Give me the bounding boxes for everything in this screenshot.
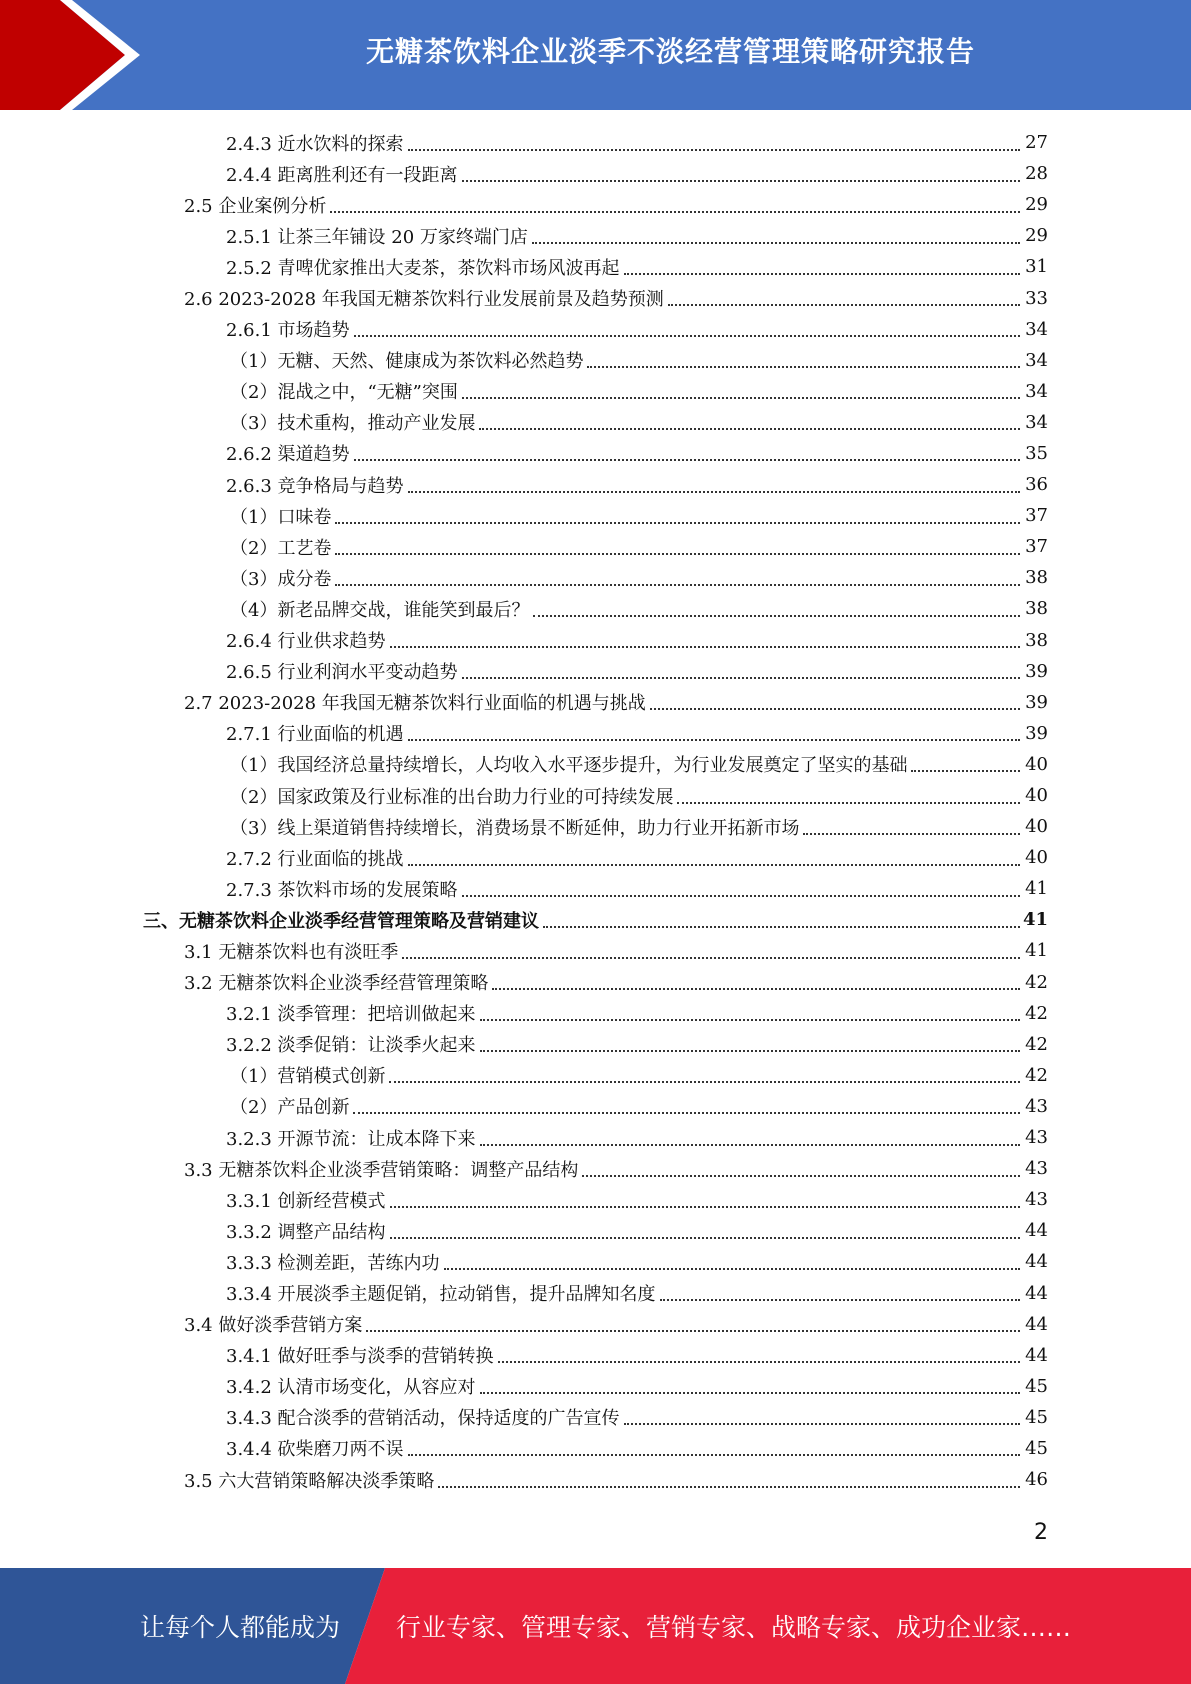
toc-entry-page: 42: [1025, 1033, 1048, 1055]
footer-slogan-right: 行业专家、管理专家、营销专家、战略专家、成功企业家……: [396, 1613, 1072, 1642]
toc-dot-leader: [335, 584, 1020, 586]
toc-entry-page: 43: [1025, 1095, 1048, 1117]
toc-entry[interactable]: [0, 189, 1191, 220]
toc-entry-label: （2）产品创新: [230, 1097, 350, 1119]
toc-dot-leader: [587, 366, 1020, 368]
page-footer: [0, 1568, 1191, 1684]
toc-entry-page: 45: [1025, 1375, 1048, 1397]
toc-dot-leader: [366, 1330, 1020, 1332]
toc-entry-label: 3.2.1 淡季管理：把培训做起来: [226, 1004, 476, 1026]
toc-entry[interactable]: [0, 1060, 1191, 1091]
toc-dot-leader: [408, 1454, 1020, 1456]
toc-entry[interactable]: [0, 1309, 1191, 1340]
toc-dot-leader: [480, 1144, 1020, 1146]
toc-dot-leader: [498, 1361, 1020, 1363]
toc-entry-label: 3.2.3 开源节流：让成本降下来: [226, 1128, 476, 1150]
toc-entry-label: 2.5.2 青啤优家推出大麦茶，茶饮料市场风波再起: [226, 257, 620, 279]
toc-entry-page: 43: [1025, 1158, 1048, 1180]
toc-dot-leader: [444, 1268, 1020, 1270]
toc-entry[interactable]: [0, 282, 1191, 313]
toc-dot-leader: [390, 1206, 1020, 1208]
toc-entry[interactable]: [0, 780, 1191, 811]
toc-entry-label: 2.5 企业案例分析: [184, 195, 327, 217]
toc-dot-leader: [480, 1050, 1020, 1052]
toc-entry[interactable]: [0, 998, 1191, 1029]
toc-entry-label: 3.1 无糖茶饮料也有淡旺季: [184, 941, 399, 963]
toc-entry-label: （1）无糖、天然、健康成为茶饮料必然趋势: [230, 351, 584, 373]
toc-entry-page: 44: [1025, 1313, 1048, 1335]
toc-entry-page: 44: [1025, 1344, 1048, 1366]
toc-entry-page: 43: [1025, 1189, 1048, 1211]
toc-entry-page: 46: [1025, 1469, 1048, 1491]
toc-dot-leader: [408, 491, 1020, 493]
toc-dot-leader: [354, 335, 1020, 337]
toc-entry[interactable]: [0, 1215, 1191, 1246]
toc-dot-leader: [533, 615, 1020, 617]
toc-entry[interactable]: [0, 438, 1191, 469]
toc-entry-label: （2）工艺卷: [230, 537, 332, 559]
toc-entry-label: 3.3.4 开展淡季主题促销，拉动销售，提升品牌知名度: [226, 1284, 656, 1306]
toc-entry-page: 38: [1025, 567, 1048, 589]
toc-entry-page: 35: [1025, 442, 1048, 464]
toc-dot-leader: [650, 708, 1020, 710]
toc-entry[interactable]: [0, 220, 1191, 251]
toc-entry[interactable]: [0, 531, 1191, 562]
page-header: [0, 0, 1191, 110]
toc-entry[interactable]: [0, 376, 1191, 407]
toc-entry-label: 2.6.4 行业供求趋势: [226, 631, 386, 653]
toc-entry-label: 2.4.4 距离胜利还有一段距离: [226, 164, 458, 186]
toc-entry-page: 40: [1025, 753, 1048, 775]
toc-entry-label: 3.2.2 淡季促销：让淡季火起来: [226, 1035, 476, 1057]
toc-entry[interactable]: [0, 811, 1191, 842]
toc-dot-leader: [492, 988, 1020, 990]
toc-entry[interactable]: [0, 469, 1191, 500]
toc-entry-label: 2.7.2 行业面临的挑战: [226, 848, 404, 870]
toc-entry-label: 3.4 做好淡季营销方案: [184, 1315, 363, 1337]
toc-entry-label: 2.6.2 渠道趋势: [226, 444, 350, 466]
toc-dot-leader: [668, 304, 1020, 306]
toc-entry-page: 37: [1025, 505, 1048, 527]
toc-entry-label: 3.4.3 配合淡季的营销活动，保持适度的广告宣传: [226, 1408, 620, 1430]
toc-entry-label: （4）新老品牌交战，谁能笑到最后？: [230, 599, 530, 621]
toc-entry-label: 2.7.3 茶饮料市场的发展策略: [226, 879, 458, 901]
toc-entry[interactable]: [0, 127, 1191, 158]
toc-entry-label: 三、无糖茶饮料企业淡季经营管理策略及营销建议: [143, 910, 539, 932]
toc-entry-page: 29: [1025, 194, 1048, 216]
toc-entry-page: 41: [1022, 909, 1048, 931]
toc-entry-label: （2）国家政策及行业标准的出台助力行业的可持续发展: [230, 786, 674, 808]
toc-dot-leader: [462, 677, 1020, 679]
toc-dot-leader: [624, 273, 1020, 275]
toc-entry-page: 44: [1025, 1220, 1048, 1242]
toc-entry-page: 34: [1025, 411, 1048, 433]
toc-entry-label: 2.6 2023-2028 年我国无糖茶饮料行业发展前景及趋势预测: [184, 289, 664, 311]
toc-entry[interactable]: [0, 1340, 1191, 1371]
toc-entry-page: 39: [1025, 691, 1048, 713]
toc-entry[interactable]: [0, 935, 1191, 966]
toc-entry-label: 2.7 2023-2028 年我国无糖茶饮料行业面临的机遇与挑战: [184, 693, 646, 715]
toc-dot-leader: [624, 1423, 1020, 1425]
toc-entry[interactable]: [0, 1184, 1191, 1215]
toc-entry-label: 2.7.1 行业面临的机遇: [226, 724, 404, 746]
toc-entry[interactable]: [0, 1091, 1191, 1122]
toc-entry[interactable]: [0, 842, 1191, 873]
toc-entry-label: 3.3 无糖茶饮料企业淡季营销策略：调整产品结构: [184, 1159, 579, 1181]
toc-entry[interactable]: [0, 656, 1191, 687]
toc-dot-leader: [803, 833, 1020, 835]
toc-entry[interactable]: [0, 625, 1191, 656]
toc-dot-leader: [390, 1237, 1020, 1239]
toc-entry-page: 33: [1025, 287, 1048, 309]
toc-entry-page: 27: [1025, 132, 1048, 154]
toc-entry-label: （3）线上渠道销售持续增长，消费场景不断延伸，助力行业开拓新市场: [230, 817, 800, 839]
toc-entry[interactable]: [0, 1402, 1191, 1433]
toc-dot-leader: [479, 428, 1020, 430]
toc-entry-label: 2.6.5 行业利润水平变动趋势: [226, 662, 458, 684]
toc-entry-label: 2.6.1 市场趋势: [226, 320, 350, 342]
toc-entry-page: 38: [1025, 598, 1048, 620]
toc-entry-label: （1）我国经济总量持续增长，人均收入水平逐步提升，为行业发展奠定了坚实的基础: [230, 755, 908, 777]
page-number: 2: [1034, 1520, 1048, 1545]
toc-entry[interactable]: [0, 687, 1191, 718]
toc-entry-page: 34: [1025, 349, 1048, 371]
toc-entry-page: 36: [1025, 474, 1048, 496]
toc-entry-label: 3.5 六大营销策略解决淡季策略: [184, 1470, 435, 1492]
toc-entry[interactable]: [0, 1464, 1191, 1495]
toc-entry[interactable]: [0, 251, 1191, 282]
toc-entry[interactable]: [0, 1371, 1191, 1402]
toc-entry-page: 42: [1025, 971, 1048, 993]
toc-entry-page: 41: [1025, 940, 1048, 962]
toc-entry-page: 42: [1025, 1064, 1048, 1086]
toc-entry-page: 45: [1025, 1406, 1048, 1428]
toc-dot-leader: [330, 211, 1020, 213]
toc-entry[interactable]: [0, 1433, 1191, 1464]
toc-entry[interactable]: [0, 407, 1191, 438]
toc-dot-leader: [532, 242, 1020, 244]
toc-entry-label: （2）混战之中，“无糖”突围: [230, 382, 458, 404]
toc-dot-leader: [335, 522, 1020, 524]
toc-entry-page: 29: [1025, 225, 1048, 247]
toc-entry-page: 31: [1025, 256, 1048, 278]
toc-dot-leader: [677, 802, 1020, 804]
toc-entry-page: 28: [1025, 163, 1048, 185]
toc-entry-page: 42: [1025, 1002, 1048, 1024]
toc-entry-label: （3）成分卷: [230, 568, 332, 590]
toc-dot-leader: [462, 895, 1020, 897]
toc-dot-leader: [353, 1112, 1020, 1114]
toc-entry-page: 34: [1025, 380, 1048, 402]
toc-entry-page: 34: [1025, 318, 1048, 340]
footer-slogan-left: 让每个人都能成为: [140, 1613, 341, 1642]
toc-entry-label: 3.4.1 做好旺季与淡季的营销转换: [226, 1346, 494, 1368]
toc-entry[interactable]: [0, 967, 1191, 998]
toc-entry-label: 3.4.2 认清市场变化，从容应对: [226, 1377, 476, 1399]
toc-entry-label: 3.2 无糖茶饮料企业淡季经营管理策略: [184, 973, 489, 995]
toc-entry[interactable]: [0, 904, 1191, 935]
toc-dot-leader: [543, 926, 1020, 928]
toc-dot-leader: [354, 459, 1020, 461]
toc-entry[interactable]: [0, 158, 1191, 189]
toc-entry-page: 44: [1025, 1251, 1048, 1273]
toc-entry-page: 39: [1025, 660, 1048, 682]
toc-entry-page: 41: [1025, 878, 1048, 900]
toc-entry[interactable]: [0, 500, 1191, 531]
toc-entry[interactable]: [0, 1153, 1191, 1184]
toc-entry-label: 3.3.3 检测差距，苦练内功: [226, 1252, 440, 1274]
toc-entry[interactable]: [0, 345, 1191, 376]
toc-entry-label: 2.5.1 让茶三年铺设 20 万家终端门店: [226, 226, 528, 248]
report-title: 无糖茶饮料企业淡季不淡经营管理策略研究报告: [365, 35, 975, 68]
toc-entry[interactable]: [0, 562, 1191, 593]
toc-entry-label: （1）营销模式创新: [230, 1066, 386, 1088]
toc-entry-page: 38: [1025, 629, 1048, 651]
toc-dot-leader: [408, 864, 1020, 866]
toc-dot-leader: [389, 1081, 1020, 1083]
toc-entry-label: 3.3.2 调整产品结构: [226, 1221, 386, 1243]
toc-entry-label: （1）口味卷: [230, 506, 332, 528]
toc-dot-leader: [408, 739, 1020, 741]
toc-dot-leader: [480, 1392, 1020, 1394]
toc-entry-page: 40: [1025, 816, 1048, 838]
toc-entry[interactable]: [0, 314, 1191, 345]
toc-entry-page: 39: [1025, 722, 1048, 744]
toc-entry-page: 40: [1025, 785, 1048, 807]
toc-entry-label: （3）技术重构，推动产业发展: [230, 413, 476, 435]
toc-dot-leader: [660, 1299, 1020, 1301]
toc-dot-leader: [462, 397, 1020, 399]
toc-dot-leader: [582, 1175, 1020, 1177]
toc-dot-leader: [408, 149, 1020, 151]
toc-entry[interactable]: [0, 1277, 1191, 1308]
toc-dot-leader: [462, 180, 1020, 182]
toc-entry-page: 37: [1025, 536, 1048, 558]
toc-entry-page: 44: [1025, 1282, 1048, 1304]
toc-entry[interactable]: [0, 749, 1191, 780]
table-of-contents: [0, 127, 1191, 1495]
toc-entry[interactable]: [0, 1029, 1191, 1060]
toc-dot-leader: [335, 553, 1020, 555]
toc-entry[interactable]: [0, 718, 1191, 749]
toc-entry-label: 2.4.3 近水饮料的探索: [226, 133, 404, 155]
toc-entry[interactable]: [0, 1122, 1191, 1153]
toc-entry-label: 3.3.1 创新经营模式: [226, 1190, 386, 1212]
toc-entry[interactable]: [0, 873, 1191, 904]
toc-entry-page: 40: [1025, 847, 1048, 869]
toc-entry-page: 43: [1025, 1127, 1048, 1149]
toc-dot-leader: [390, 646, 1020, 648]
toc-dot-leader: [911, 770, 1020, 772]
toc-entry[interactable]: [0, 1246, 1191, 1277]
toc-dot-leader: [438, 1486, 1020, 1488]
toc-entry-label: 2.6.3 竞争格局与趋势: [226, 475, 404, 497]
toc-entry-page: 45: [1025, 1437, 1048, 1459]
toc-dot-leader: [480, 1019, 1020, 1021]
toc-dot-leader: [402, 957, 1020, 959]
toc-entry-label: 3.4.4 砍柴磨刀两不误: [226, 1439, 404, 1461]
toc-entry[interactable]: [0, 593, 1191, 624]
